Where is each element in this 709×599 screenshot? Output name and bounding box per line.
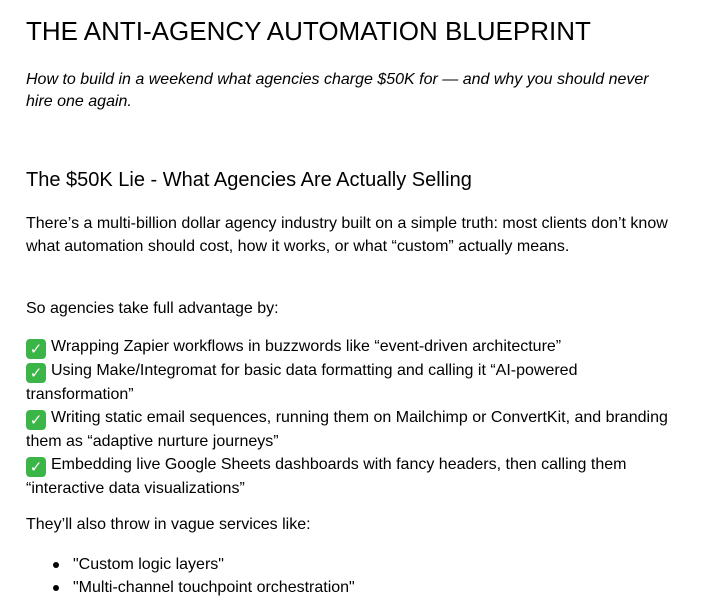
checklist-item	[26, 359, 676, 406]
document-subtitle: How to build in a weekend what agencies charge $50K for — and why you should never hire one again.	[26, 71, 649, 110]
checklist-item-text: Embedding live Google Sheets dashboards with fancy headers, then calling them “interactive data visualizations”	[26, 456, 627, 497]
checklist-item-text: Writing static email sequences, running them on Mailchimp or ConvertKit, and branding them as “adaptive nurture journeys”	[26, 409, 668, 450]
checklist	[26, 335, 676, 500]
check-mark-icon: ✓	[26, 339, 46, 359]
document-title: THE ANTI-AGENCY AUTOMATION BLUEPRINT	[26, 16, 591, 46]
services-paragraph: They’ll also throw in vague services like:	[26, 516, 311, 533]
bullet-item: "Multi-channel touchpoint orchestration"	[50, 576, 355, 599]
bullet-list	[50, 553, 355, 599]
check-mark-icon: ✓	[26, 363, 46, 383]
check-mark-icon: ✓	[26, 457, 46, 477]
bullet-item: "Custom logic layers"	[50, 553, 355, 576]
checklist-item	[26, 335, 676, 359]
checklist-item	[26, 406, 676, 453]
checklist-item	[26, 453, 676, 500]
checklist-item-text: Using Make/Integromat for basic data formatting and calling it “AI-powered transformation”	[26, 362, 578, 403]
lead-paragraph: So agencies take full advantage by:	[26, 300, 279, 317]
intro-paragraph: There’s a multi-billion dollar agency industry built on a simple truth: most clients don’t know what automation should cost, how it works, or what “custom” actually means.	[26, 215, 668, 255]
section-heading: The $50K Lie - What Agencies Are Actually Selling	[26, 169, 472, 191]
check-mark-icon: ✓	[26, 410, 46, 430]
checklist-item-text: Wrapping Zapier workflows in buzzwords like “event-driven architecture”	[51, 338, 562, 355]
